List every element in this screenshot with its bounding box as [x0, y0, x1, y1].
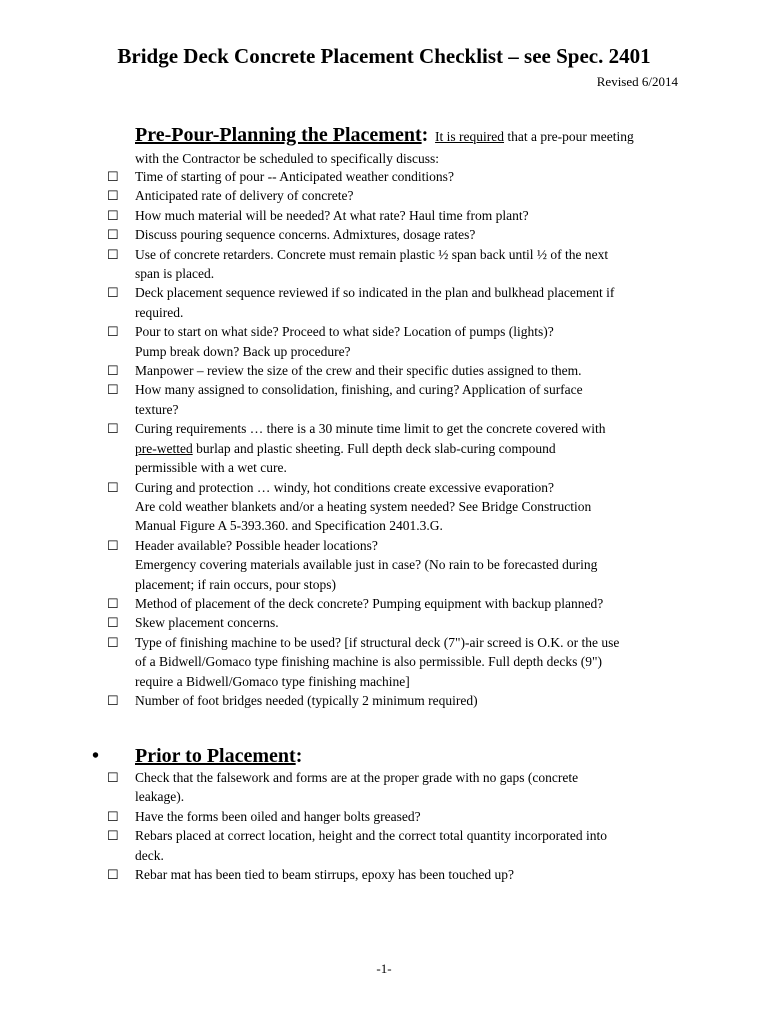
checklist-item-continuation [107, 264, 687, 283]
checkbox-icon[interactable]: ☐ [107, 382, 119, 398]
checklist-item-continuation [107, 672, 687, 691]
checklist-item-text: Discuss pouring sequence concerns. Admixtures, dosage rates? [135, 227, 476, 243]
checklist-item-text: How many assigned to consolidation, finishing, and curing? Application of surface [135, 382, 583, 398]
checklist-item-continuation [107, 439, 687, 458]
checkbox-icon[interactable]: ☐ [107, 867, 119, 883]
checklist-item [107, 380, 687, 399]
checklist-item [107, 807, 687, 826]
checklist-item-continuation [107, 458, 687, 477]
checklist-item-text: texture? [135, 401, 179, 417]
checkbox-icon[interactable]: ☐ [107, 537, 119, 553]
checklist-item-text: of a Bidwell/Gomaco type finishing machine is also permissible. Full depth decks (9") [135, 654, 603, 670]
checklist-item-text: Emergency covering materials available just in case? (No rain to be forecasted during [135, 557, 598, 573]
checklist-item-continuation [107, 787, 687, 806]
checklist-item-text: Time of starting of pour -- Anticipated weather conditions? [135, 169, 454, 184]
checkbox-icon[interactable]: ☐ [107, 188, 119, 204]
revision-date: Revised 6/2014 [596, 74, 678, 89]
checklist-item-continuation [107, 516, 687, 535]
checklist-item [107, 594, 687, 613]
checklist-item [107, 361, 687, 380]
checklist-item [107, 613, 687, 632]
checkbox-icon[interactable]: ☐ [107, 479, 119, 495]
checklist-item-text: Deck placement sequence reviewed if so indicated in the plan and bulkhead placement if [135, 285, 615, 301]
page-number: -1- [376, 961, 392, 976]
required-text: It is required [435, 129, 505, 144]
checkbox-icon[interactable]: ☐ [107, 246, 119, 262]
checklist-item [107, 826, 687, 845]
checklist-item-text: Have the forms been oiled and hanger bolts greased? [135, 808, 421, 824]
checklist-item-text: Pump break down? Back up procedure? [135, 343, 351, 359]
checklist-item-text: Curing requirements … there is a 30 minute time limit to get the concrete covered with [135, 421, 606, 437]
checklist-item [107, 691, 687, 710]
checklist-item [107, 322, 687, 341]
checklist-item-continuation [107, 497, 687, 516]
section1-heading: Pre-Pour-Planning the Placement: It is required that a pre-pour meeting [135, 124, 634, 146]
section2-title: Prior to Placement [135, 745, 296, 767]
checklist-item-text: pre-wetted burlap and plastic sheeting. Full depth deck slab-curing compound [135, 440, 556, 456]
checklist-item-continuation [107, 652, 687, 671]
intro-line2: with the Contractor be scheduled to specifically discuss: [135, 151, 440, 166]
checklist-item-text: Rebar mat has been tied to beam stirrups, epoxy has been touched up? [135, 867, 515, 883]
checkbox-icon[interactable]: ☐ [107, 324, 119, 340]
checklist-item-text: Skew placement concerns. [135, 615, 279, 631]
prewetted-text: pre-wetted [135, 440, 193, 456]
checklist-item [107, 206, 687, 225]
checkbox-icon[interactable]: ☐ [107, 808, 119, 824]
checklist-item-text: How much material will be needed? At what rate? Haul time from plant? [135, 207, 529, 223]
checklist-item-continuation [107, 575, 687, 594]
section2-checklist [107, 768, 687, 884]
checklist-item-text: Header available? Possible header locations? [135, 537, 378, 553]
checkbox-icon[interactable]: ☐ [107, 615, 119, 631]
checkbox-icon[interactable]: ☐ [107, 169, 119, 184]
bullet-icon: • [92, 745, 100, 767]
checkbox-icon[interactable]: ☐ [107, 227, 119, 243]
checkbox-icon[interactable]: ☐ [107, 421, 119, 437]
checklist-item-continuation [107, 342, 687, 361]
document-title: Bridge Deck Concrete Placement Checklist – see Spec. 2401 [117, 44, 651, 68]
checklist-item-text: required. [135, 304, 184, 320]
checklist-item [107, 536, 687, 555]
checklist-item-text: require a Bidwell/Gomaco type finishing machine] [135, 673, 410, 689]
checklist-item-text: span is placed. [135, 266, 215, 282]
checklist-item [107, 245, 687, 264]
checklist-item-text: Number of foot bridges needed (typically 2 minimum required) [135, 692, 478, 708]
checklist-item [107, 283, 687, 302]
checkbox-icon[interactable]: ☐ [107, 595, 119, 611]
checklist-item [107, 633, 687, 652]
checkbox-icon[interactable]: ☐ [107, 770, 119, 785]
checkbox-icon[interactable]: ☐ [107, 207, 119, 223]
checklist-item-text: Anticipated rate of delivery of concrete? [135, 188, 354, 204]
checklist-item-text: Manual Figure A 5-393.360. and Specification 2401.3.G. [135, 518, 443, 534]
checklist-item [107, 768, 687, 787]
checklist-item-text: Rebars placed at correct location, height and the correct total quantity incorporated into [135, 828, 607, 844]
checklist-item [107, 478, 687, 497]
section2-heading: Prior to Placement: [135, 745, 303, 767]
checklist-item [107, 865, 687, 884]
checklist-item-continuation [107, 555, 687, 574]
checklist-item-text: deck. [135, 847, 164, 863]
checklist-item-text: leakage). [135, 789, 185, 805]
checklist-item-continuation [107, 400, 687, 419]
checklist-item-text: Type of finishing machine to be used? [if structural deck (7")-air screed is O.K. or the use [135, 634, 620, 650]
section1-title: Pre-Pour-Planning the Placement [135, 124, 422, 146]
checklist-item [107, 186, 687, 205]
checkbox-icon[interactable]: ☐ [107, 828, 119, 844]
checklist-item-text: placement; if rain occurs, pour stops) [135, 576, 336, 592]
checklist-item-text: Manpower – review the size of the crew and their specific duties assigned to them. [135, 363, 582, 379]
checklist-item-text: Are cold weather blankets and/or a heating system needed? See Bridge Construction [135, 498, 592, 514]
checklist-item [107, 225, 687, 244]
intro-text: that a pre-pour meeting [504, 129, 634, 144]
checklist-item-continuation [107, 303, 687, 322]
section1-checklist [107, 167, 687, 710]
checkbox-icon[interactable]: ☐ [107, 634, 119, 650]
checklist-item-text: Method of placement of the deck concrete? Pumping equipment with backup planned? [135, 595, 604, 611]
checklist-item-text: Use of concrete retarders. Concrete must remain plastic ½ span back until ½ of the next [135, 246, 609, 262]
checkbox-icon[interactable]: ☐ [107, 285, 119, 301]
checklist-item-text: Check that the falsework and forms are at the proper grade with no gaps (concrete [135, 770, 579, 785]
checkbox-icon[interactable]: ☐ [107, 363, 119, 379]
checklist-item-text: permissible with a wet cure. [135, 460, 287, 476]
checklist-item-text: Pour to start on what side? Proceed to what side? Location of pumps (lights)? [135, 324, 554, 340]
checklist-item [107, 167, 687, 186]
checklist-item-continuation [107, 846, 687, 865]
checklist-item [107, 419, 687, 438]
checklist-item-text: Curing and protection … windy, hot conditions create excessive evaporation? [135, 479, 555, 495]
checkbox-icon[interactable]: ☐ [107, 692, 119, 708]
